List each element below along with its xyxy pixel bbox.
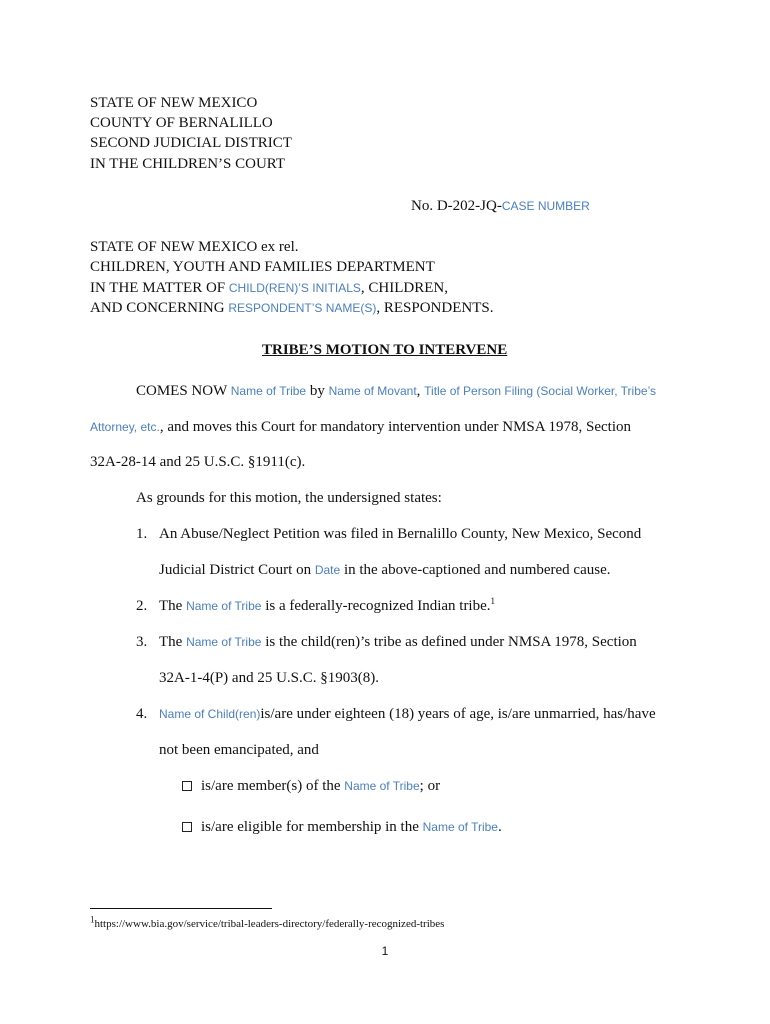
tribe-name-placeholder: Name of Tribe xyxy=(422,820,498,834)
item-4-line-1 xyxy=(159,705,656,723)
caption-text: , CHILDREN, xyxy=(360,280,448,296)
item-number: 2. xyxy=(136,598,148,614)
intro-text: COMES NOW xyxy=(136,383,231,399)
footnote xyxy=(90,914,445,931)
item-text: is the child(ren)’s tribe as defined under NMSA 1978, Section xyxy=(261,634,637,650)
item-3-line-1 xyxy=(159,633,637,651)
court-line-district: SECOND JUDICIAL DISTRICT xyxy=(90,135,292,151)
option-text: is/are eligible for membership in the xyxy=(201,819,423,835)
filer-title-placeholder: Title of Person Filing (Social Worker, Tribe’s xyxy=(424,384,657,398)
footnote-mark: 1 xyxy=(90,914,95,925)
membership-option xyxy=(182,777,440,795)
item-1-line-2 xyxy=(159,561,611,579)
case-number xyxy=(411,197,590,215)
caption-line-3 xyxy=(90,279,448,297)
grounds-statement: As grounds for this motion, the undersigned states: xyxy=(136,490,442,506)
item-text: is a federally-recognized Indian tribe. xyxy=(261,598,491,614)
item-2-line-1 xyxy=(159,597,495,615)
item-text: The xyxy=(159,634,187,650)
item-text: in the above-captioned and numbered cause. xyxy=(340,562,611,578)
intro-text: , and moves this Court for mandatory intervention under NMSA 1978, Section xyxy=(159,419,632,435)
footnote-separator xyxy=(90,908,272,909)
eligibility-option xyxy=(182,818,502,836)
tribe-name-placeholder: Name of Tribe xyxy=(344,779,420,793)
item-1-line-1: An Abuse/Neglect Petition was filed in Bernalillo County, New Mexico, Second xyxy=(159,526,642,542)
court-line-county: COUNTY OF BERNALILLO xyxy=(90,115,273,131)
item-number: 4. xyxy=(136,706,148,722)
eligible-checkbox[interactable] xyxy=(182,822,192,832)
page-number: 1 xyxy=(381,944,389,958)
intro-text: , xyxy=(416,383,425,399)
movant-name-placeholder: Name of Movant xyxy=(328,384,417,398)
caption-text: , RESPONDENTS. xyxy=(376,300,494,316)
respondent-name-placeholder: RESPONDENT’S NAME(S) xyxy=(228,301,377,315)
filer-title-placeholder-cont: Attorney, etc. xyxy=(90,420,160,434)
item-3-line-2: 32A-1-4(P) and 25 U.S.C. §1903(8). xyxy=(159,670,379,686)
item-text: The xyxy=(159,598,187,614)
document-title: TRIBE’S MOTION TO INTERVENE xyxy=(262,342,508,358)
case-number-prefix: No. D-202-JQ- xyxy=(411,198,502,214)
tribe-name-placeholder: Name of Tribe xyxy=(186,635,262,649)
tribe-name-placeholder: Name of Tribe xyxy=(230,384,307,398)
item-text: is/are under eighteen (18) years of age, is/are unmarried, has/have xyxy=(260,706,656,722)
court-line-court: IN THE CHILDREN’S COURT xyxy=(90,156,286,172)
intro-text: by xyxy=(306,383,329,399)
intro-line-3: 32A-28-14 and 25 U.S.C. §1911(c). xyxy=(90,454,306,470)
tribe-name-placeholder: Name of Tribe xyxy=(186,599,262,613)
caption-text: AND CONCERNING xyxy=(90,300,229,316)
caption-line-4 xyxy=(90,299,493,317)
intro-line-2 xyxy=(90,418,631,436)
option-text: is/are member(s) of the xyxy=(201,778,345,794)
case-number-placeholder: CASE NUMBER xyxy=(501,199,590,213)
footnote-reference[interactable]: 1 xyxy=(490,596,496,606)
member-checkbox[interactable] xyxy=(182,781,192,791)
item-number: 3. xyxy=(136,634,148,650)
caption-line-2: CHILDREN, YOUTH AND FAMILIES DEPARTMENT xyxy=(90,259,435,275)
child-name-placeholder: Name of Child(ren) xyxy=(159,707,261,721)
court-line-state: STATE OF NEW MEXICO xyxy=(90,95,258,111)
intro-line-1 xyxy=(136,382,656,400)
children-initials-placeholder: CHILD(REN)’S INITIALS xyxy=(228,281,361,295)
caption-line-1: STATE OF NEW MEXICO ex rel. xyxy=(90,239,299,255)
caption-text: IN THE MATTER OF xyxy=(90,280,229,296)
item-4-line-2: not been emancipated, and xyxy=(159,742,319,758)
option-text: ; or xyxy=(419,778,441,794)
date-placeholder: Date xyxy=(314,563,341,577)
option-text: . xyxy=(497,819,502,835)
item-text: Judicial District Court on xyxy=(159,562,315,578)
item-number: 1. xyxy=(136,526,148,542)
footnote-link[interactable]: https://www.bia.gov/service/tribal-leaders-directory/federally-recognized-tribes xyxy=(94,918,445,930)
